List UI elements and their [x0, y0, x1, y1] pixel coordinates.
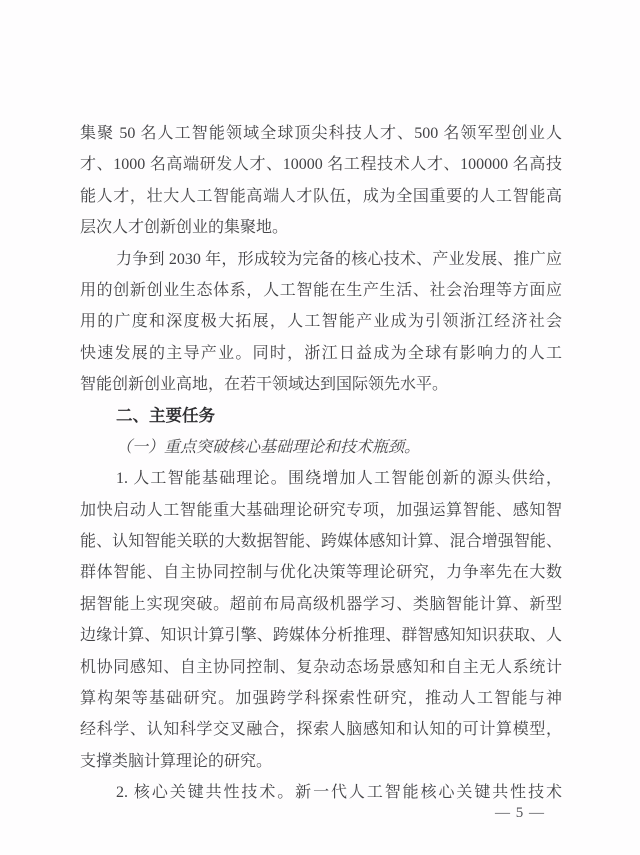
text-line: 群体智能、自主协同控制与优化决策等理论研究，力争率先在大数: [80, 564, 562, 582]
document-text-block: [80, 118, 562, 809]
text-line: 集聚 50 名人工智能领域全球顶尖科技人才、500 名领军型创业人: [80, 125, 562, 142]
text-line: 经科学、认知科学交叉融合，探索人脑感知和认知的可计算模型，: [80, 721, 562, 739]
text-line: 算构架等基础研究。加强跨学科探索性研究，推动人工智能与神: [80, 690, 562, 708]
text-line: 用的广度和深度极大拓展，人工智能产业成为引领浙江经济社会: [80, 313, 562, 331]
text-line: 能人才，壮大人工智能高端人才队伍，成为全国重要的人工智能高: [80, 187, 562, 205]
section-heading: 二、主要任务: [116, 406, 215, 425]
text-line: 1. 人工智能基础理论。围绕增加人工智能创新的源头供给，: [116, 470, 562, 488]
text-line: 智能创新创业高地，在若干领域达到国际领先水平。: [80, 376, 449, 394]
text-line: 力争到 2030 年，形成较为完备的核心技术、产业发展、推广应: [116, 250, 562, 268]
text-line: 加快启动人工智能重大基础理论研究专项，加强运算智能、感知智: [80, 501, 562, 519]
subsection-heading: （一）重点突破核心基础理论和技术瓶颈。: [116, 438, 421, 456]
text-line: 支撑类脑计算理论的研究。: [80, 752, 273, 770]
text-line: 据智能上实现突破。超前布局高级机器学习、类脑智能计算、新型: [80, 595, 562, 613]
text-line: 才、1000 名高端研发人才、10000 名工程技术人才、100000 名高技: [80, 156, 562, 174]
text-line: 用的创新创业生态体系，人工智能在生产生活、社会治理等方面应: [80, 281, 562, 299]
text-line: 边缘计算、知识计算引擎、跨媒体分析推理、群智感知知识获取、人: [80, 627, 562, 645]
text-line: 层次人才创新创业的集聚地。: [80, 219, 289, 237]
text-line: 快速发展的主导产业。同时，浙江日益成为全球有影响力的人工: [80, 344, 562, 362]
text-line: 机协同感知、自主协同控制、复杂动态场景感知和自主无人系统计: [80, 658, 562, 676]
page-number: — 5 —: [495, 805, 545, 821]
text-line: 能、认知智能关联的大数据智能、跨媒体感知计算、混合增强智能、: [80, 533, 562, 551]
text-line: 2. 核心关键共性技术。新一代人工智能核心关键共性技术: [116, 784, 562, 802]
